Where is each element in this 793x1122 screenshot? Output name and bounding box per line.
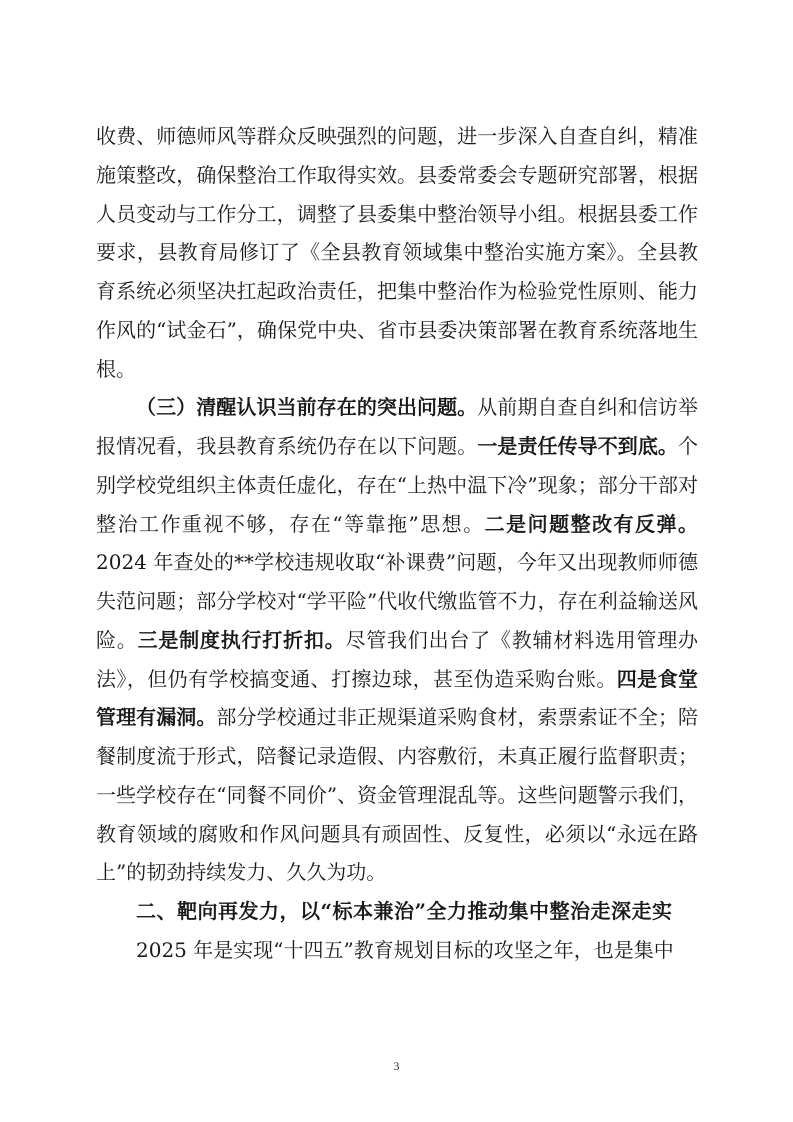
- paragraph-problems: [96, 388, 698, 892]
- point-1-title: 一是责任传导不到底。: [477, 434, 679, 458]
- section-heading: 二、靶向再发力，以“标本兼治”全力推动集中整治走深走实: [136, 899, 673, 923]
- problems-intro: 从前期自查自纠和信访举报情况看，我县教育系统仍存在以下问题。: [96, 395, 699, 458]
- paragraph-continuation: [96, 117, 698, 388]
- point-4-title: 四是食堂管理有漏洞。: [96, 666, 699, 730]
- point-1-text: 个别学校党组织主体责任虚化，存在“上热中温下冷”现象；部分干部对整治工作重视不够，存在“等靠拖”思想。: [96, 434, 699, 536]
- subheading-three: （三）清醒认识当前存在的突出问题。: [136, 395, 478, 420]
- point-3-title: 三是制度执行打折扣。: [137, 627, 346, 652]
- page-number: 3: [393, 1059, 400, 1073]
- point-3-text: 尽管我们出台了《教辅材料选用管理办法》，但仍有学校搞变通、打擦边球，甚至伪造采购台账。: [96, 627, 699, 691]
- paragraph-3-text: 2025 年是实现“十四五”教育规划目标的攻坚之年，也是集中: [136, 937, 674, 962]
- paragraph-1-text: 收费、师德师风等群众反映强烈的问题，进一步深入自查自纠，精准施策整改，确保整治工作取得实效。县委常委会专题研究部署，根据人员变动与工作分工，调整了县委集中整治领导小组。根据县委工作要求，县教育局修订了《全县教育领域集中整治实施方案》。全县教育系统必须坚决扛起政治责任，把集中整治作为检验党性原则、能力作风的“试金石”，确保党中央、省市县委决策部署在教育系统落地生根。: [96, 124, 698, 381]
- point-4-text: 部分学校通过非正规渠道采购食材，索票索证不全；陪餐制度流于形式，陪餐记录造假、内容敷衍，未真正履行监督职责；一些学校存在“同餐不同价”、资金管理混乱等。这些问题警示我们，教育领域的腐败和作风问题具有顽固性、反复性，必须以“永远在路上”的韧劲持续发力、久久为功。: [96, 705, 699, 885]
- point-2-text: 2024 年查处的**学校违规收取“补课费”问题，今年又出现教师师德失范问题；部分学校对“学平险”代收代缴监管不力，存在利益输送风险。: [96, 550, 698, 652]
- body-text: [96, 117, 698, 970]
- point-2-title: 二是问题整改有反弹。: [484, 511, 699, 536]
- paragraph-3: [96, 931, 698, 970]
